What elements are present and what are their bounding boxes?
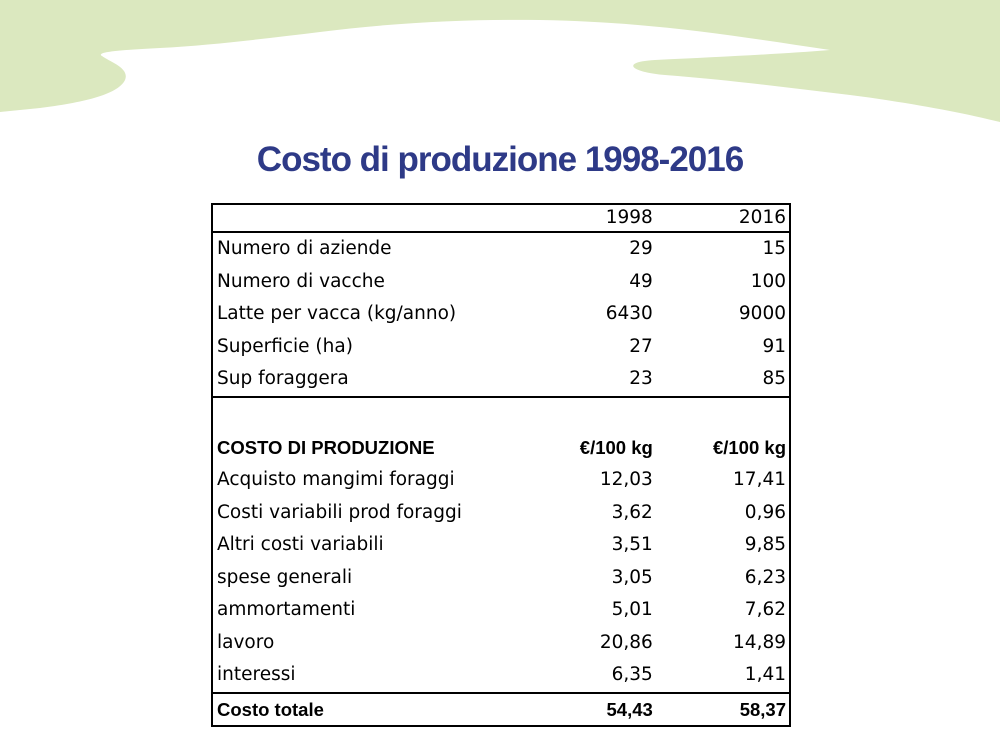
value-1998: 5,01 (611, 599, 653, 620)
table-row (212, 659, 790, 693)
table-row (212, 363, 790, 397)
table-row (212, 529, 790, 562)
blank-row (212, 397, 790, 432)
cost-section-label: COSTO DI PRODUZIONE (217, 436, 435, 458)
value-2016: 91 (762, 335, 786, 357)
total-2016: 58,37 (657, 693, 790, 726)
row-label: Costi variabili prod foraggi (217, 501, 462, 523)
cost-table (211, 203, 791, 727)
value-1998: 6,35 (611, 664, 653, 685)
value-1998: 3,51 (611, 534, 653, 555)
year-1998-header: 1998 (533, 204, 657, 232)
value-2016: 17,41 (733, 469, 786, 490)
value-1998: 27 (629, 335, 653, 357)
value-1998: 49 (629, 270, 653, 292)
row-label: Numero di vacche (217, 270, 385, 292)
value-1998: 3,05 (611, 566, 653, 588)
table-row (212, 232, 790, 266)
value-2016: 14,89 (733, 631, 786, 653)
value-1998: 20,86 (599, 631, 653, 653)
row-label: Sup foraggera (212, 363, 533, 397)
value-1998: 29 (629, 238, 653, 259)
unit-2016: €/100 kg (712, 436, 786, 458)
row-label: Superficie (ha) (217, 335, 353, 357)
total-row (212, 693, 790, 726)
table-row (212, 497, 790, 530)
row-label: Latte per vacca (kg/anno) (217, 303, 457, 324)
row-label: spese generali (217, 566, 353, 588)
value-1998: 12,03 (599, 469, 653, 490)
table-header-row (212, 204, 790, 232)
row-label: interessi (217, 664, 296, 685)
table-row (212, 298, 790, 331)
wave-shape (0, 0, 1000, 122)
table-row (212, 331, 790, 364)
header-empty-cell (212, 204, 533, 232)
row-label: lavoro (217, 631, 275, 653)
value-2016: 15 (762, 238, 786, 259)
row-label: ammortamenti (217, 599, 356, 620)
year-2016-header: 2016 (657, 204, 790, 232)
value-2016: 0,96 (744, 501, 786, 523)
value-2016: 7,62 (744, 599, 786, 620)
value-1998: 23 (533, 363, 657, 397)
table-row (212, 562, 790, 595)
value-2016: 9000 (738, 303, 786, 324)
value-2016: 6,23 (744, 566, 786, 588)
table-row (212, 266, 790, 299)
value-2016: 9,85 (744, 534, 786, 555)
row-label: Acquisto mangimi foraggi (217, 469, 455, 490)
total-label: Costo totale (212, 693, 533, 726)
unit-1998: €/100 kg (579, 436, 653, 458)
slide-title: Costo di produzione 1998-2016 (256, 140, 744, 179)
value-2016: 100 (750, 270, 786, 292)
value-1998: 6430 (605, 303, 653, 324)
value-2016: 85 (657, 363, 790, 397)
table-row (212, 464, 790, 497)
table-row (212, 594, 790, 627)
value-2016: 1,41 (744, 664, 786, 685)
table-row (212, 627, 790, 660)
row-label: Altri costi variabili (217, 534, 384, 555)
value-1998: 3,62 (611, 501, 653, 523)
cost-header-row (212, 432, 790, 465)
background-wave (0, 0, 1000, 160)
total-1998: 54,43 (533, 693, 657, 726)
row-label: Numero di aziende (217, 238, 392, 259)
